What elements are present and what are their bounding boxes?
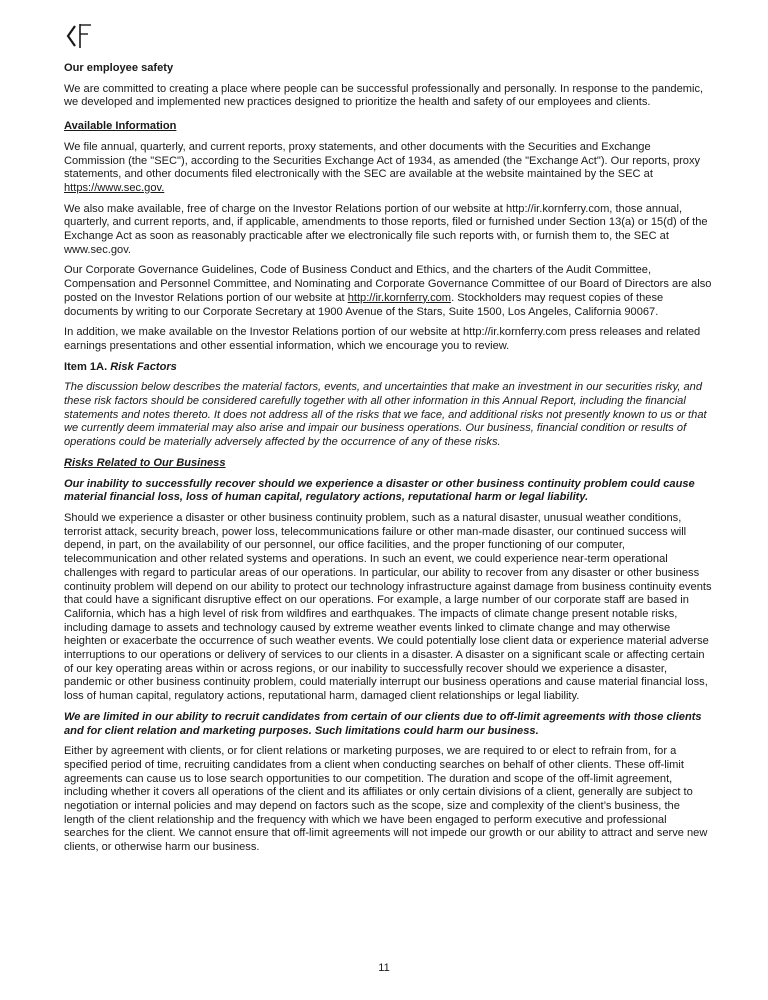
heading-employee-safety: Our employee safety <box>64 62 174 74</box>
page-number: 11 <box>378 962 390 974</box>
paragraph-employee-safety: We are committed to creating a place where people can be successful professionally and personally. In response to the pandemic, we developed and implemented new practices designed to prioritize the health and safety of our employees and clients. <box>64 82 704 109</box>
heading-risks-business: Risks Related to Our Business <box>64 456 226 469</box>
heading-available-information: Available Information <box>64 120 177 133</box>
kornferry-ir-link[interactable]: http://ir.kornferry.com <box>347 291 452 304</box>
paragraph-press-releases: In addition, we make available on the Investor Relations portion of our website at http://ir.kornferry.com press releases and related earnings presentations and other essential information, which we encourage you to review. <box>64 326 701 352</box>
sec-filings-text: We file annual, quarterly, and current reports, proxy statements, and other documents with the Securities and Exchange Commission (the "SEC"), according to the Securities Exchange Act of 1934, as amended (the "Exchange Act"). Our reports, proxy statements, and other documents filed electronically with the SEC are available at the website maintained by the SEC at <box>64 140 701 181</box>
paragraph-risk-intro: The discussion below describes the material factors, events, and uncertainties that make an investment in our securities risky, and these risk factors should be considered carefully together with all other information in this Annual Report, including the financial statements and notes thereto. It does not address all of the risks that we face, and additional risks not presently known to us or that we currently deem immaterial may also arise and impair our business operations. Our business, financial condition or results of operations could be materially adversely affected by the occurrence of any of these risks. <box>64 381 707 449</box>
heading-item-1a <box>64 361 712 375</box>
risk-body-disaster: Should we experience a disaster or other business continuity problem, such as a natural disaster, unusual weather conditions, terrorist attack, security breach, power loss, telecommunications failure or other man-made disaster, our continued success will depend, in part, on the availability of our personnel, our office facilities, and the proper functioning of our computer, telecommunication and other related systems and operations. In such an event, we could experience near-term operational challenges with regard to particular areas of our operations. In particular, our ability to recover from any disaster or other business continuity problem will depend on our ability to protect our technology infrastructure against damage from business continuity events that could have a significant disruptive effect on our operations. For example, a large number of our corporate staff are based in California, which has a high level of risk from wildfires and earthquakes. The impacts of climate change present notable risks, including damage to assets and technology caused by extreme weather events linked to climate change and may otherwise heighten or exacerbate the occurrence of such weather events. We could potentially lose client data or experience material adverse interruptions to our operations or delivery of services to our clients in a disaster. A disaster on a significant scale or affecting certain of our key operating areas within or across regions, or our inability to successfully recover should we experience a disaster, pandemic or other business continuity problem, could materially interrupt our business operations and cause material financial loss, loss of human capital, regulatory actions, reputational harm, damaged client relationships or legal liability. <box>64 511 712 703</box>
risk-title-off-limit: We are limited in our ability to recruit candidates from certain of our clients due to off-limit agreements with those clients and for client relation and marketing purposes. Such limitations could harm our business. <box>64 710 702 737</box>
risk-title-disaster: Our inability to successfully recover should we experience a disaster or other business continuity problem could cause material financial loss, loss of human capital, regulatory actions, reputational harm or legal liability. <box>64 477 695 504</box>
paragraph-investor-relations: We also make available, free of charge on the Investor Relations portion of our website at http://ir.kornferry.com, those annual, quarterly, and current reports, and, if applicable, amendments to those reports, filed or furnished under Section 13(a) or 15(d) of the Exchange Act as soon as reasonably practicable after we electronically file such reports with, or furnish them to, the SEC at www.sec.gov. <box>64 202 708 256</box>
item-label: Item 1A. <box>64 360 108 373</box>
risk-body-off-limit: Either by agreement with clients, or for client relations or marketing purposes, we are required to or elect to refrain from, for a specified period of time, recruiting candidates from a client when conducting searches on behalf of other clients. These off-limit agreements can cause us to lose search opportunities to our competition. The duration and scope of the off-limit agreement, including whether it covers all operations of the client and its affiliates or only certain divisions of a client, generally are subject to negotiation or internal policies and may depend on factors such as the scope, size and complexity of the client’s business, the length of the client relationship and the frequency with which we have been engaged to perform executive and professional searches for the client. We cannot ensure that off-limit agreements will not impede our growth or our ability to attract and serve new clients, or otherwise harm our business. <box>64 745 708 854</box>
governance-text-after: . Stockholders may request copies of these documents by writing to our Corporate Secretary at 1900 Avenue of the Stars, Suite 1500, Los Angeles, California 90067. <box>64 291 664 318</box>
sec-website-link[interactable]: https://www.sec.gov. <box>64 181 165 194</box>
paragraph-sec-filings <box>64 141 712 196</box>
item-title: Risk Factors <box>110 360 177 373</box>
paragraph-corporate-governance <box>64 264 712 319</box>
governance-text-before: Our Corporate Governance Guidelines, Code of Business Conduct and Ethics, and the charters of the Audit Committee, Compensation and Personnel Committee, and Nominating and Corporate Governance Committee of our Board of Directors are also posted on the Investor Relations portion of our website at <box>64 264 712 304</box>
kf-monogram-logo <box>64 20 104 52</box>
document-body <box>64 62 712 862</box>
